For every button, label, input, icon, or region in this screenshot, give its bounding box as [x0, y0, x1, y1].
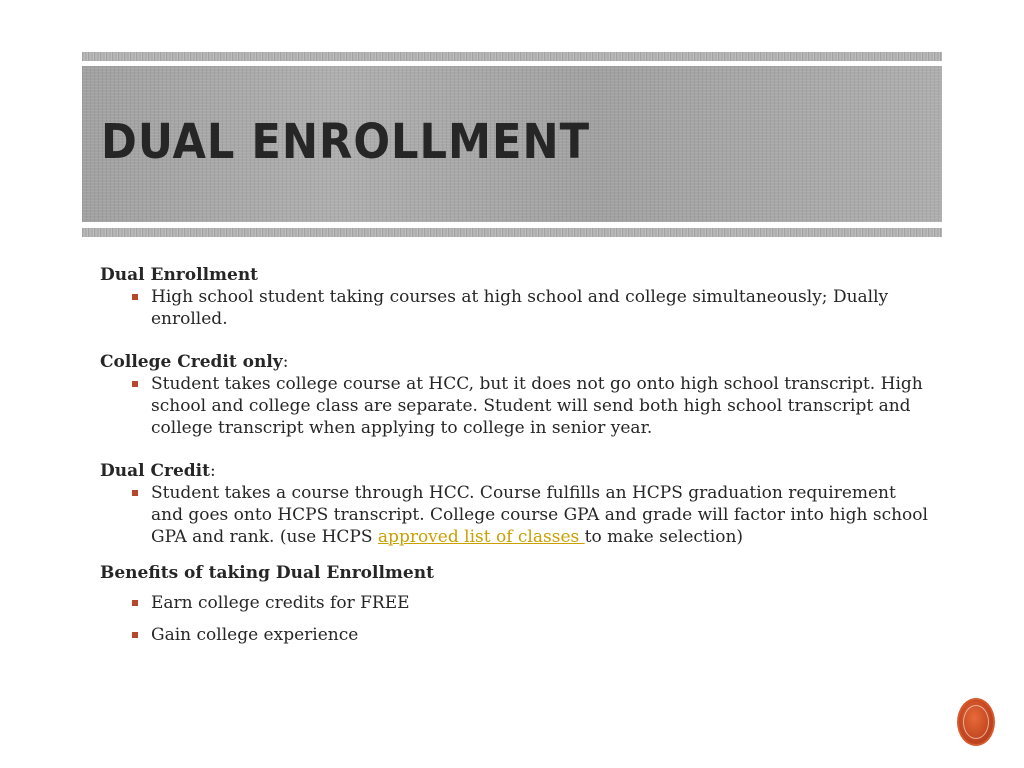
- slide-title: DUAL ENROLLMENT: [101, 114, 591, 170]
- section-dual-credit: [100, 460, 930, 548]
- bullet-list: [100, 482, 930, 548]
- title-band-bottom-stripe: [82, 228, 942, 237]
- section-heading: College Credit only:: [100, 352, 289, 372]
- bullet-list: [100, 373, 930, 439]
- next-slide-button[interactable]: [957, 698, 995, 746]
- bullet-list: [100, 286, 930, 330]
- section-heading: Dual Credit:: [100, 461, 216, 481]
- bullet-list: [100, 592, 930, 646]
- bullet-item: High school student taking courses at high school and college simultaneously; Dually enrolled.: [100, 286, 930, 330]
- bullet-item: Student takes college course at HCC, but it does not go onto high school transcript. High school and college class are separate. Student will send both high school transcript and college transcript when applying to college in senior year.: [100, 373, 930, 439]
- circle-nav-icon: [963, 705, 989, 739]
- title-band-top-stripe: [82, 52, 942, 61]
- section-heading: Dual Enrollment: [100, 265, 259, 285]
- section-college-credit-only: [100, 351, 930, 439]
- bullet-item: Student takes a course through HCC. Course fulfills an HCPS graduation requirement and goes onto HCPS transcript. College course GPA and grade will factor into high school GPA and rank. (use HCPS approved list of classes to make selection): [100, 482, 930, 548]
- section-heading: Benefits of taking Dual Enrollment: [100, 563, 434, 583]
- section-benefits: [100, 562, 930, 646]
- bullet-item: Gain college experience: [100, 624, 930, 646]
- slide-content: [100, 264, 930, 656]
- approved-list-of-classes-link[interactable]: approved list of classes: [377, 527, 585, 547]
- bullet-item: Earn college credits for FREE: [100, 592, 930, 614]
- section-dual-enrollment: [100, 264, 930, 330]
